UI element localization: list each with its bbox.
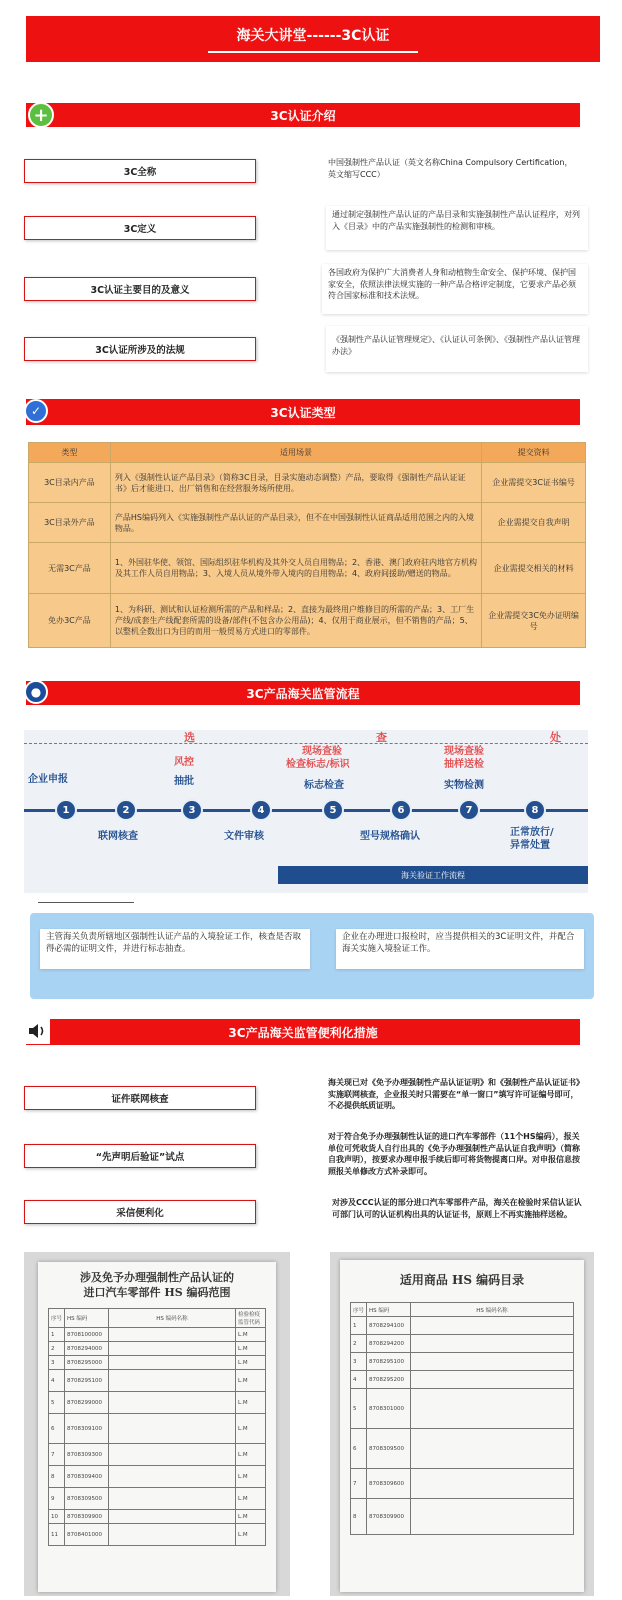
cell: L.M (236, 1328, 266, 1342)
cell: 4 (49, 1370, 65, 1392)
label-s2: 联网核查 (98, 831, 138, 842)
step-3: 3 (181, 799, 203, 821)
facilitation-label-2 (24, 1200, 256, 1224)
table-row (351, 1499, 574, 1535)
cell: 6 (49, 1414, 65, 1444)
step-5: 5 (322, 799, 344, 821)
cell: 4 (351, 1371, 367, 1389)
intro-label-text: 3C定义 (123, 224, 157, 235)
step-7: 7 (458, 799, 480, 821)
cell (411, 1353, 574, 1371)
table-row (49, 1510, 266, 1524)
cell: 产品HS编码列入《实施强制性产品认证的产品目录》，但不在中国强制性认证商品适用范围之内的入境物品。 (110, 503, 481, 543)
cell (109, 1444, 236, 1466)
table-row (29, 463, 586, 503)
section-title-process: 3C产品海关监管流程 (246, 686, 360, 701)
label-s3-top: 风控 (174, 757, 194, 768)
cell: L.M (236, 1342, 266, 1356)
cell: 3 (351, 1353, 367, 1371)
doc2-table (350, 1302, 574, 1535)
intro-label-text: 3C认证主要目的及意义 (90, 285, 190, 296)
table-row (49, 1444, 266, 1466)
table-row (49, 1328, 266, 1342)
cell: 5 (351, 1389, 367, 1429)
cell: 3C目录外产品 (29, 503, 111, 543)
table-row (49, 1356, 266, 1370)
doc2-th: HS 编码 (367, 1303, 411, 1317)
document-photo-hs-range (24, 1252, 290, 1596)
facilitation-label-0 (24, 1086, 256, 1110)
cell: 1、外国驻华使、领馆、国际组织驻华机构及其外交人员自用物品；2、香港、澳门政府驻内地官方机构及其工作人员自用物品；3、入境人员从境外带入境内的自用物品；4、政府间援助/赠送的物品。 (110, 543, 481, 594)
phase-divider (24, 743, 588, 744)
process-flow-image (24, 730, 588, 893)
label-s1: 企业申报 (28, 774, 68, 785)
cell (411, 1429, 574, 1469)
cell (109, 1342, 236, 1356)
cell: 8708295200 (367, 1371, 411, 1389)
cell: L.M (236, 1488, 266, 1510)
cell: L.M (236, 1510, 266, 1524)
step-2: 2 (115, 799, 137, 821)
process-notes-panel (30, 913, 594, 999)
cell: 2 (351, 1335, 367, 1353)
label-s7: 实物检测 (444, 780, 484, 791)
cell (109, 1524, 236, 1546)
label-s8a: 正常放行/ (510, 827, 554, 838)
cell (411, 1335, 574, 1353)
label-s7-top2: 抽样送检 (444, 759, 484, 770)
speaker-icon (24, 1018, 50, 1044)
intro-label-text: 3C认证所涉及的法规 (95, 345, 185, 356)
speaker-svg (26, 1020, 48, 1042)
table-row (49, 1466, 266, 1488)
table-row (49, 1342, 266, 1356)
cell: 8708309900 (65, 1510, 109, 1524)
flow-footer-text: 海关验证工作流程 (401, 870, 465, 880)
cell: 8708309500 (65, 1488, 109, 1510)
document-paper (38, 1262, 276, 1592)
step-8: 8 (524, 799, 546, 821)
doc2-th: 序号 (351, 1303, 367, 1317)
plus-icon: + (28, 102, 54, 128)
cell (109, 1392, 236, 1414)
cell: 8708100000 (65, 1328, 109, 1342)
table-row (351, 1335, 574, 1353)
flow-line (24, 809, 588, 812)
cell: 免办3C产品 (29, 594, 111, 648)
cell: 无需3C产品 (29, 543, 111, 594)
section-title-facilitation: 3C产品海关监管便利化措施 (228, 1025, 378, 1040)
section-title-intro: 3C认证介绍 (270, 108, 336, 123)
cell: 8708309500 (367, 1429, 411, 1469)
types-table-wrap (28, 442, 586, 647)
cell: 8708309300 (65, 1444, 109, 1466)
label-s5: 标志检查 (304, 780, 344, 791)
cell: 8708294200 (367, 1335, 411, 1353)
intro-desc-3: 《强制性产品认证管理规定》、《认证认可条例》、《强制性产品认证管理办法》 (326, 326, 588, 372)
cell (109, 1414, 236, 1444)
label-s6: 型号规格确认 (360, 831, 420, 842)
cell: 3 (49, 1356, 65, 1370)
document-photo-hs-catalog (330, 1252, 594, 1596)
intro-desc-0: 中国强制性产品认证（英文名称China Compulsory Certification，英文缩写CCC） (322, 154, 584, 190)
intro-desc-2: 各国政府为保护广大消费者人身和动植物生命安全、保护环境、保护国家安全，依照法律法规实施的一种产品合格评定制度，它要求产品必须符合国家标准和技术法规。 (322, 264, 588, 314)
cell: L.M (236, 1414, 266, 1444)
table-row (49, 1488, 266, 1510)
cell: 8708309100 (65, 1414, 109, 1444)
cell: L.M (236, 1466, 266, 1488)
th-docs: 提交资料 (482, 443, 586, 463)
cell: 8708295100 (65, 1370, 109, 1392)
label-s4: 文件审核 (224, 831, 264, 842)
doc1-th: HS 编码 (65, 1309, 109, 1328)
cell: 2 (49, 1342, 65, 1356)
table-row (351, 1429, 574, 1469)
doc1-th: 序号 (49, 1309, 65, 1328)
cell (411, 1317, 574, 1335)
cell: 8708295100 (367, 1353, 411, 1371)
doc2-th: HS 编码名称 (411, 1303, 574, 1317)
section-title-types: 3C认证类型 (270, 405, 336, 420)
cell (411, 1371, 574, 1389)
table-row (351, 1353, 574, 1371)
cell: 11 (49, 1524, 65, 1546)
flow-footer (278, 866, 588, 884)
label-s3: 抽批 (174, 776, 194, 787)
step-4: 4 (250, 799, 272, 821)
table-row (49, 1414, 266, 1444)
cell: 企业需提交3C证书编号 (482, 463, 586, 503)
cell: 8708309400 (65, 1466, 109, 1488)
section-header-facilitation (26, 1019, 580, 1045)
label-s5-top2: 检查标志/标识 (286, 759, 350, 770)
cell (109, 1328, 236, 1342)
section-header-intro (26, 103, 580, 127)
table-row (49, 1524, 266, 1546)
document-paper (340, 1260, 584, 1592)
facilitation-label-text: 采信便利化 (116, 1208, 164, 1219)
title-banner (26, 16, 600, 62)
intro-desc-1: 通过制定强制性产品认证的产品目录和实施强制性产品认证程序，对列入《目录》中的产品实施强制性的检测和审核。 (326, 206, 588, 250)
th-scene: 适用场景 (110, 443, 481, 463)
section-header-types (26, 399, 580, 425)
intro-label-0 (24, 159, 256, 183)
cell: 企业需提交3C免办证明编号 (482, 594, 586, 648)
cell: 8708295000 (65, 1356, 109, 1370)
table-row (29, 594, 586, 648)
check-icon: ✓ (24, 399, 48, 423)
facilitation-label-1 (24, 1144, 256, 1168)
cell: L.M (236, 1370, 266, 1392)
cell (109, 1370, 236, 1392)
cell: 9 (49, 1488, 65, 1510)
cell: 1 (351, 1317, 367, 1335)
table-row (351, 1389, 574, 1429)
intro-label-text: 3C全称 (123, 167, 157, 178)
process-note-1: 企业在办理进口报检时，应当提供相关的3C证明文件，并配合海关实施入境验证工作。 (336, 929, 584, 969)
cell: 企业需提交自我声明 (482, 503, 586, 543)
cell: 1 (49, 1328, 65, 1342)
table-row (29, 503, 586, 543)
phase-check: 查 (376, 731, 387, 744)
label-s7-top1: 现场查验 (444, 746, 484, 757)
doc2-title1: 适用商品 HS 编码目录 (399, 1273, 525, 1287)
doc1-th: HS 编码名称 (109, 1309, 236, 1328)
cell: 企业需提交相关的材料 (482, 543, 586, 594)
table-row (351, 1469, 574, 1499)
cell (109, 1488, 236, 1510)
label-s8b: 异常处置 (510, 840, 550, 851)
cell: 列入《强制性认证产品目录》（简称3C目录，目录实施动态调整）产品，要取得《强制性产品认证证书》后才能进口、出厂销售和在经营服务场所使用。 (110, 463, 481, 503)
cell: 8708401000 (65, 1524, 109, 1546)
intro-label-3 (24, 337, 256, 361)
table-row (351, 1317, 574, 1335)
doc1-title1: 涉及免予办理强制性产品认证的 (80, 1271, 234, 1284)
table-row (351, 1371, 574, 1389)
doc1-th: 检验检疫监管代码 (236, 1309, 266, 1328)
cell: 7 (351, 1469, 367, 1499)
step-1: 1 (55, 799, 77, 821)
cell: 8708299000 (65, 1392, 109, 1414)
cell: L.M (236, 1524, 266, 1546)
section-header-process (26, 681, 580, 705)
flow-underline (38, 902, 134, 903)
cell (109, 1510, 236, 1524)
cell: 6 (351, 1429, 367, 1469)
process-note-0: 主管海关负责所辖地区强制性认证产品的入境验证工作，核查是否取得必需的证明文件，并进行标志抽查。 (40, 929, 310, 969)
cell: 8708301000 (367, 1389, 411, 1429)
intro-label-1 (24, 216, 256, 240)
title-underline (208, 51, 418, 53)
facilitation-desc-1: 对于符合免予办理强制性认证的进口汽车零部件（11个HS编码），报关单位可凭收货人自行出具的《免予办理强制性产品认证自我声明》（简称自我声明），按要求办理申报手续后即可将货物提离口岸。对申报信息按照报关单修改方式补录即可。 (322, 1128, 586, 1188)
step-6: 6 (390, 799, 412, 821)
cell: 7 (49, 1444, 65, 1466)
cell: 8708309900 (367, 1499, 411, 1535)
cell: 8708309600 (367, 1469, 411, 1499)
user-icon: ● (24, 680, 48, 704)
th-type: 类型 (29, 443, 111, 463)
facilitation-desc-2: 对涉及CCC认证的部分进口汽车零部件产品，海关在检验时采信认证认可部门认可的认证机构出具的认证证书，原则上不再实施抽样送检。 (326, 1194, 590, 1234)
facilitation-label-text: “先声明后验证”试点 (95, 1152, 185, 1163)
cell: 3C目录内产品 (29, 463, 111, 503)
table-row (49, 1392, 266, 1414)
cell: L.M (236, 1392, 266, 1414)
phase-select: 选 (184, 731, 195, 744)
intro-label-2 (24, 277, 256, 301)
facilitation-label-text: 证件联网核查 (111, 1094, 169, 1105)
cell: 8 (49, 1466, 65, 1488)
cell: 5 (49, 1392, 65, 1414)
cell (411, 1389, 574, 1429)
cell: L.M (236, 1356, 266, 1370)
cell: 1、为科研、测试和认证检测所需的产品和样品；2、直接为最终用户维修目的所需的产品；3、工厂生产线/成套生产线配套所需的设备/部件(不包含办公用品)；4、仅用于商业展示，但不销售的产品；5、以整机全数出口为目的而用一般贸易方式进口的零部件。 (110, 594, 481, 648)
doc1-title2: 进口汽车零部件 HS 编码范围 (83, 1286, 231, 1299)
table-row (49, 1370, 266, 1392)
types-table (28, 442, 586, 648)
cell (411, 1499, 574, 1535)
table-row (29, 543, 586, 594)
label-s5-top1: 现场查验 (302, 746, 342, 757)
doc1-table (48, 1308, 266, 1546)
cell: L.M (236, 1444, 266, 1466)
cell: 8708294100 (367, 1317, 411, 1335)
cell: 8 (351, 1499, 367, 1535)
cell (109, 1466, 236, 1488)
cell (411, 1469, 574, 1499)
page-title: 海关大讲堂------3C认证 (236, 28, 390, 45)
phase-handle: 处 (550, 731, 561, 744)
cell: 8708294000 (65, 1342, 109, 1356)
facilitation-desc-0: 海关现已对《免予办理强制性产品认证证明》和《强制性产品认证证书》实施联网核查，企业报关时只需要在“单一窗口”填写许可证编号即可，不必提供纸质证明。 (322, 1074, 586, 1122)
cell (109, 1356, 236, 1370)
cell: 10 (49, 1510, 65, 1524)
